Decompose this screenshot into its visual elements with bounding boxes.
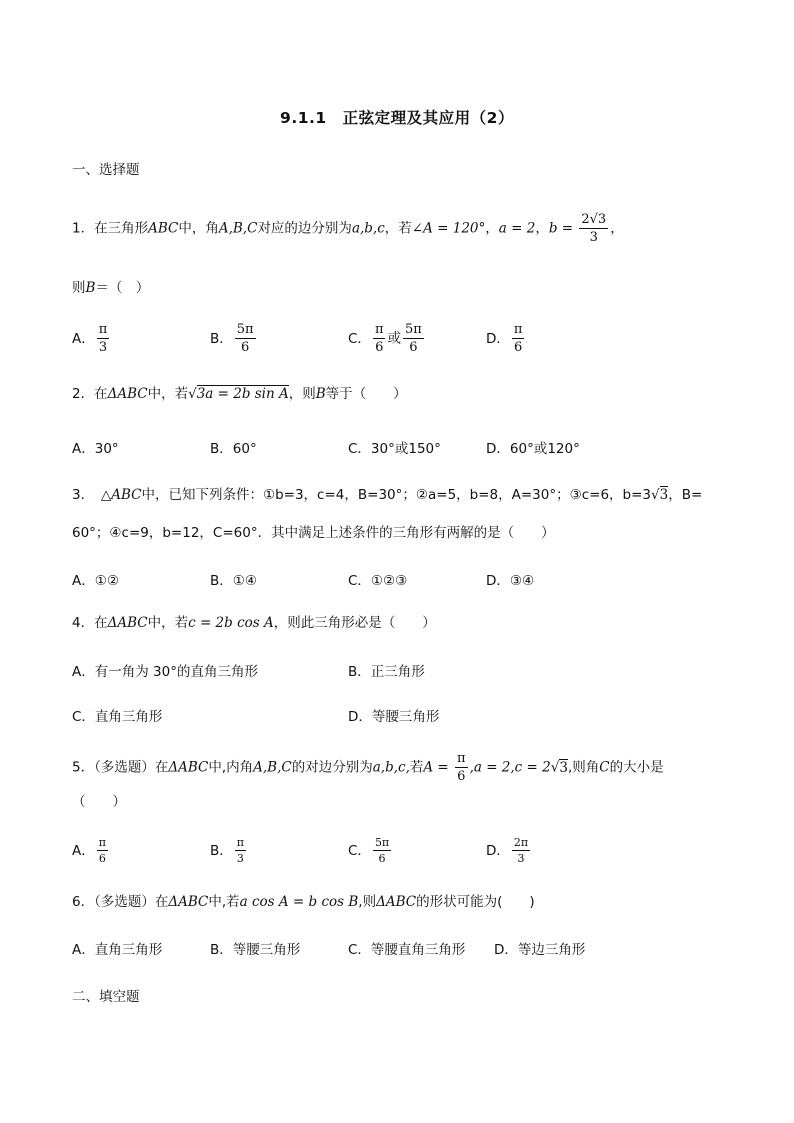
option-b[interactable]: B．①④ [210,573,257,589]
option-c[interactable]: C．直角三角形 [72,709,163,725]
question-text: ＝（ ） [95,280,150,296]
math-angles: A,B,C [218,220,258,237]
option-c[interactable] [348,836,393,865]
question-number: 3． [72,487,101,503]
option-c[interactable] [348,322,426,355]
option-b[interactable] [210,322,258,355]
question-text: 中,内角 [208,759,254,776]
fraction [235,836,246,865]
option-b[interactable]: B．60° [210,441,257,457]
fraction [97,322,110,355]
math-sides: a,b,c, [372,759,410,776]
question-text: 在 [94,386,108,402]
question-text: ，若 [384,220,412,237]
option-label: C． [348,842,371,859]
question-text: ，B= [668,487,703,503]
question-4 [72,612,436,634]
option-label: A． [72,330,95,347]
section-heading-choice: 一、选择题 [72,162,140,178]
fraction-denominator: 3 [236,852,244,865]
fraction-denominator: 6 [514,340,523,355]
option-label: B． [210,842,233,859]
option-a[interactable] [72,836,110,865]
fraction-denominator: 3 [98,340,108,355]
math-abc: ABC [148,220,179,237]
math-expression: a cos A = b cos B [239,894,359,910]
fraction-numerator: π [513,322,523,337]
question-text: 中,若 [208,894,240,910]
question-text: 在三角形 [94,220,149,237]
fraction-numerator: π [374,322,384,337]
question-text: （多选题）在 [94,759,169,776]
math-condition: a = 2 [498,220,536,237]
fraction-denominator: 6 [378,852,386,865]
question-text: ,则角 [567,759,600,776]
option-b[interactable] [210,836,248,865]
radicand: 3 [559,759,568,776]
fraction-numerator: π [98,322,108,337]
option-d[interactable] [486,322,526,355]
question-number: 4． [72,615,95,631]
fraction [97,836,108,865]
question-number: 2． [72,386,95,402]
math-triangle: ΔABC [376,894,417,910]
question-2 [72,383,407,405]
question-text: ，则 [288,386,316,402]
math-b: B [315,386,326,402]
option-a[interactable]: A．直角三角形 [72,942,163,958]
math-expression: c = 2b cos A [188,615,274,631]
option-a[interactable]: A．①② [72,573,119,589]
section-heading-fill: 二、填空题 [72,989,140,1005]
question-5 [72,751,664,784]
question-3-line-2: 60°；④c=9，b=12，C=60°．其中满足上述条件的三角形有两解的是（ ） [72,525,555,541]
option-label: D． [486,330,510,347]
fraction-denominator: 3 [517,852,525,865]
question-text: 对应的边分别为 [257,220,352,237]
question-text: 的对边分别为 [291,759,373,776]
math-condition: ∠A = 120° [411,220,486,237]
page-title: 9.1.1 正弦定理及其应用（2） [280,109,514,127]
fraction [373,836,391,865]
fraction [373,322,386,355]
question-number: 1． [72,220,95,237]
fraction-numerator: 5π [236,322,254,337]
radicand: 3 [659,487,669,503]
fraction [512,322,525,355]
fraction-denominator: 3 [589,230,598,245]
question-text: 若 [409,759,424,776]
fraction [512,836,530,865]
question-text: ， [485,220,499,237]
math-sides: a,b,c [351,220,385,237]
fraction [403,322,424,355]
sqrt-symbol: √ [550,759,560,776]
math-condition: ,a = 2,c = 2 [469,759,551,776]
option-d[interactable]: D．等腰三角形 [348,709,440,725]
math-condition: b = [548,220,578,237]
math-triangle: ΔABC [107,615,148,631]
fraction [235,322,256,355]
question-6 [72,891,535,913]
option-d[interactable]: D．等边三角形 [494,942,586,958]
fraction [579,212,608,245]
option-a[interactable]: A．有一角为 30°的直角三角形 [72,664,258,680]
question-text: 在 [94,615,108,631]
question-text: 中，已知下列条件：①b=3，c=4，B=30°；②a=5，b=8，A=30°；③c=6，b=3 [141,487,651,503]
option-a[interactable]: A．30° [72,441,119,457]
fraction-numerator: 5π [374,836,390,849]
question-text: 中，角 [178,220,219,237]
fraction-denominator: 6 [409,340,418,355]
option-b[interactable]: B．正三角形 [348,664,425,680]
math-triangle: ΔABC [168,894,209,910]
fraction [455,751,468,784]
fraction-numerator: π [98,836,106,849]
option-label: B． [210,330,233,347]
question-1-line-2 [72,277,149,299]
fraction-denominator: 6 [457,769,466,784]
option-a[interactable] [72,322,111,355]
math-triangle: ΔABC [107,386,148,402]
option-c[interactable]: C．等腰直角三角形 [348,942,466,958]
fraction-numerator: 2√3 [581,212,607,227]
math-triangle: ΔABC [168,759,209,776]
option-label: A． [72,842,95,859]
math-triangle: △ABC [100,487,142,503]
question-text: 等于（ ） [325,386,407,402]
math-c: C [599,759,610,776]
option-text: 或 [387,330,401,347]
fraction-numerator: 2π [513,836,529,849]
option-b[interactable]: B．等腰三角形 [210,942,301,958]
fraction-denominator: 6 [375,340,384,355]
fraction-numerator: π [236,836,244,849]
fraction-denominator: 6 [241,340,250,355]
question-5-line-2: （ ） [72,794,126,810]
option-c[interactable]: C．30°或150° [348,441,441,457]
question-3 [72,484,702,506]
question-text: ， [610,220,624,237]
option-c[interactable]: C．①②③ [348,573,408,589]
sqrt-symbol: √ [651,487,660,503]
question-text: 中，若 [147,386,189,402]
option-d[interactable]: D．③④ [486,573,535,589]
math-expression: 3a = 2b sin A [196,386,289,402]
math-condition: A = [423,759,454,776]
question-text: ,则 [358,894,377,910]
option-d[interactable]: D．60°或120° [486,441,580,457]
fraction-numerator: π [457,751,466,766]
question-number: 5． [72,759,95,776]
math-b: B [85,280,96,296]
option-d[interactable] [486,836,532,865]
option-label: C． [348,330,371,347]
sqrt-symbol: √ [188,386,197,402]
math-angles: A,B,C [253,759,292,776]
question-text: 则 [72,280,86,296]
question-number: 6． [72,894,95,910]
question-text: （多选题）在 [94,894,169,910]
option-label: D． [486,842,510,859]
question-text: ， [535,220,549,237]
question-text: ，则此三角形必是（ ） [273,615,436,631]
question-text: 中，若 [147,615,189,631]
question-1 [72,212,624,245]
fraction-numerator: 5π [404,322,422,337]
question-text: 的大小是 [609,759,664,776]
question-text: 的形状可能为( ) [416,894,535,910]
fraction-denominator: 6 [98,852,106,865]
